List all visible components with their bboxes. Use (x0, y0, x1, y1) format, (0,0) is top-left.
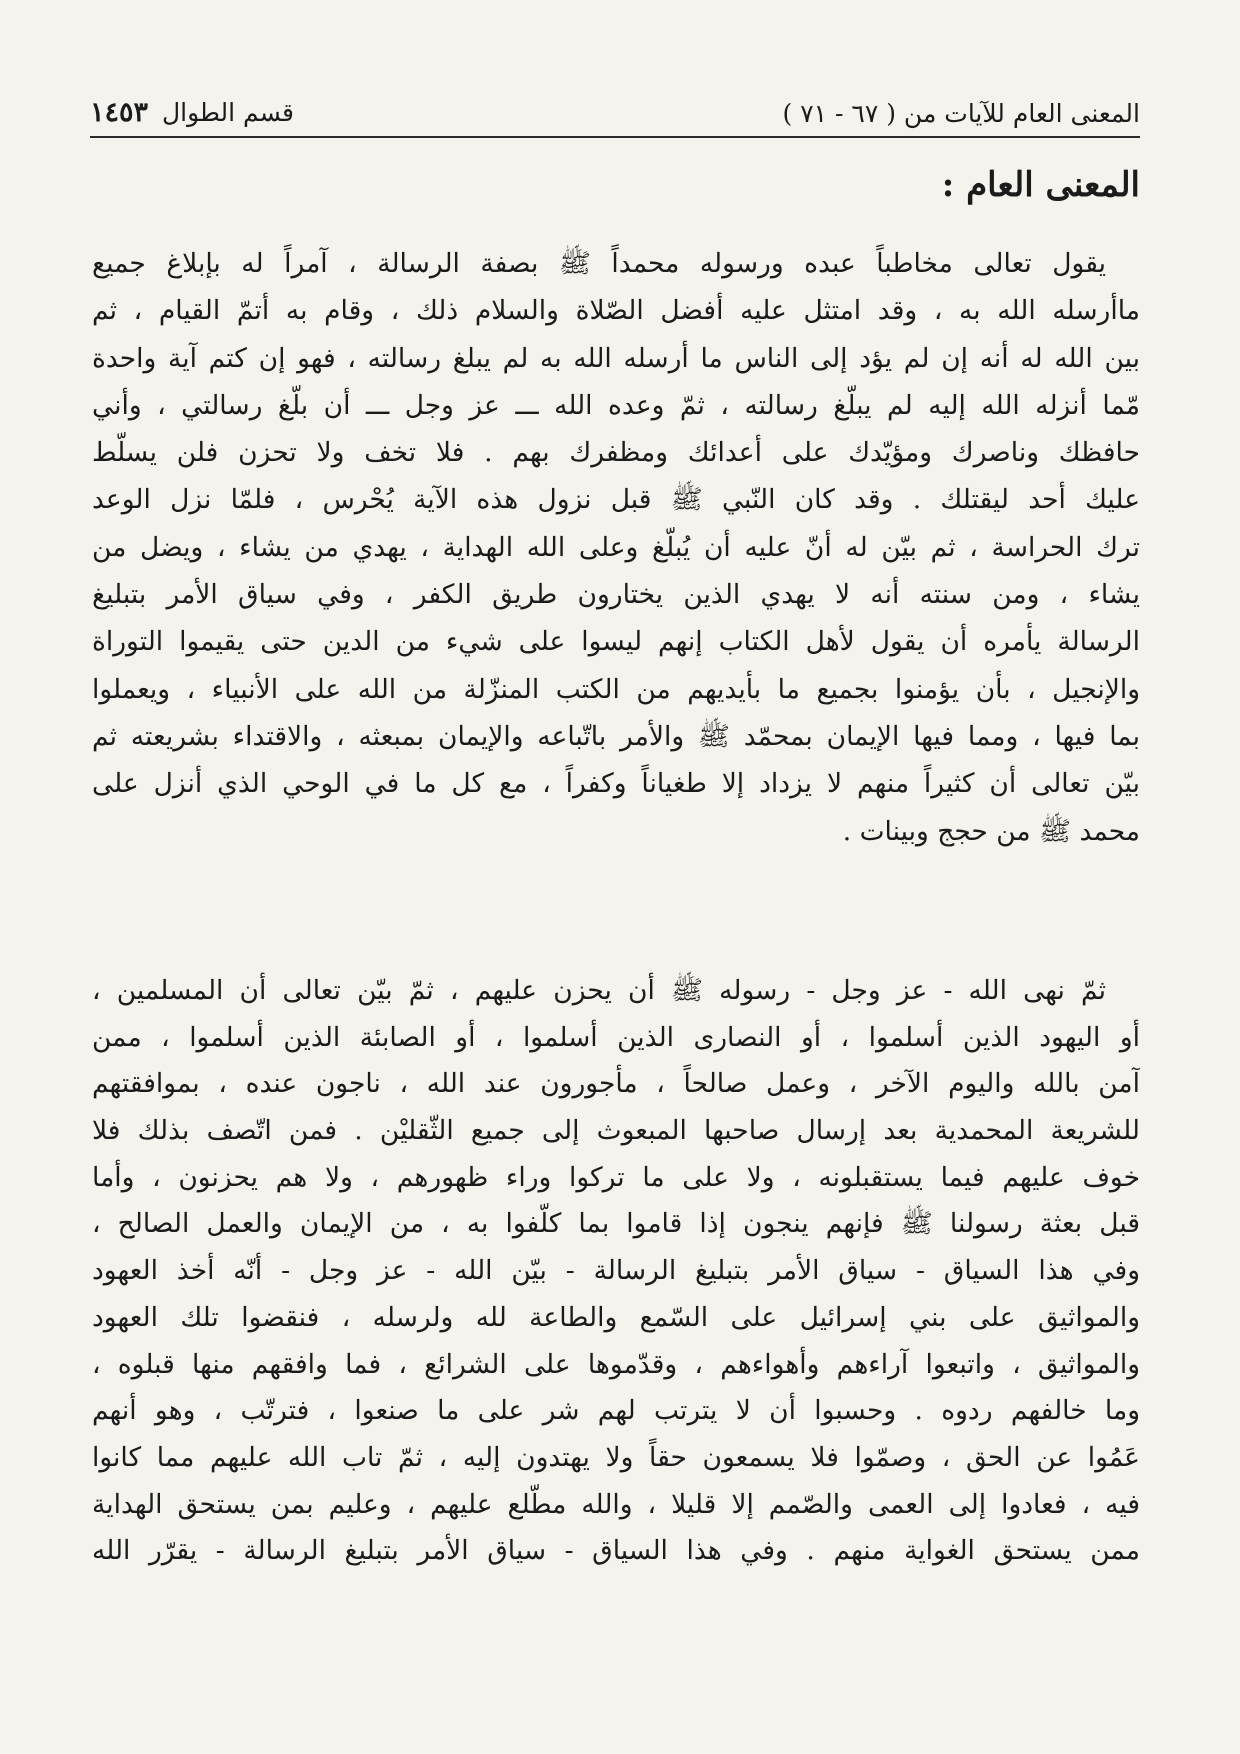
text-line: والمواثيق ، واتبعوا آراءهم وأهواءهم ، وقدّموها على الشرائع ، فما وافقهم منها قبلوه ، (92, 1348, 1140, 1380)
text-line: بيّن تعالى أن كثيراً منهم لا يزداد إلا طغياناً وكفراً ، مع كل ما في الوحي الذي أنزل على (92, 768, 1140, 800)
paragraph-2 (92, 968, 1140, 1575)
text-line: فيه ، فعادوا إلى العمى والصّمم إلا قليلا ، والله مطّلع عليهم ، وعليم بمن يستحق الهداية (92, 1488, 1140, 1520)
text-line: حافظك وناصرك ومؤيّدك على أعدائك ومظفرك بهم . فلا تخف ولا تحزن فلن يسلّط (92, 437, 1140, 469)
text-line: آمن بالله واليوم الآخر ، وعمل صالحاً ، مأجورون عند الله ، ناجون عنده ، بموافقتهم (92, 1068, 1140, 1100)
running-head-section-group (90, 97, 294, 128)
text-line: بما فيها ، ومما فيها الإيمان بمحمّد ﷺ والأمر باتّباعه والإيمان بمبعثه ، والاقتداء بشريعته ثم (92, 720, 1140, 752)
text-line: عليك أحد ليقتلك . وقد كان النّبي ﷺ قبل نزول هذه الآية يُحْرس ، فلمّا نزل الوعد (92, 484, 1140, 516)
text-line: للشريعة المحمدية بعد إرسال صاحبها المبعوث إلى جميع الثّقليْن . فمن اتّصف بذلك فلا (92, 1115, 1140, 1147)
text-line: ممن يستحق الغواية منهم . وفي هذا السياق - سياق الأمر بتبليغ الرسالة - يقرّر الله (92, 1535, 1140, 1567)
page-number: ١٤٥٣ (90, 97, 149, 128)
text-line: وفي هذا السياق - سياق الأمر بتبليغ الرسالة - بيّن الله - عز وجل - أنّه أخذ العهود (92, 1255, 1140, 1287)
text-line: أو اليهود الذين أسلموا ، أو النصارى الذين أسلموا ، أو الصابئة الذين أسلموا ، ممن (92, 1021, 1140, 1053)
text-line: خوف عليهم فيما يستقبلونه ، ولا على ما تركوا وراء ظهورهم ، ولا هم يحزنون ، وأما (92, 1161, 1140, 1193)
text-line: وما خالفهم ردوه . وحسبوا أن لا يترتب لهم شر على ما صنعوا ، فترتّب ، وهو أنهم (92, 1395, 1140, 1427)
text-line: مّما أنزله الله إليه لم يبلّغ رسالته ، ثمّ وعده الله ـــ عز وجل ـــ أن بلّغ رسالتي ، وأني (92, 389, 1140, 421)
text-line: عَمُوا عن الحق ، وصمّوا فلا يسمعون حقاً ولا يهتدون إليه ، ثمّ تاب الله عليهم مما كانوا (92, 1441, 1140, 1473)
text-line: بين الله له أنه إن لم يؤد إلى الناس ما أرسله الله به لم يبلغ رسالته ، فهو إن كتم آية واحدة (92, 342, 1140, 374)
text-line: والإنجيل ، بأن يؤمنوا بجميع ما بأيديهم من الكتب المنزّلة من الله على الأنبياء ، ويعملوا (92, 673, 1140, 705)
section-heading: المعنى العام : (941, 165, 1140, 205)
running-head-section: قسم الطوال (162, 98, 294, 127)
text-line: قبل بعثة رسولنا ﷺ فإنهم ينجون إذا قاموا بما كلّفوا به ، من الإيمان والعمل الصالح ، (92, 1208, 1140, 1240)
text-line: والمواثيق على بني إسرائيل على السّمع والطاعة لله ولرسله ، فنقضوا تلك العهود (92, 1301, 1140, 1333)
running-head-title: المعنى العام للآيات من ( ٦٧ - ٧١ ) (782, 99, 1140, 128)
text-line: يشاء ، ومن سنته أنه لا يهدي الذين يختارون طريق الكفر ، وفي سياق الأمر بتبليغ (92, 579, 1140, 611)
paragraph-1 (92, 240, 1140, 855)
text-line: ترك الحراسة ، ثم بيّن له أنّ عليه أن يُبلّغ وعلى الله الهداية ، يهدي من يشاء ، ويضل من (92, 531, 1140, 563)
text-line: يقول تعالى مخاطباً عبده ورسوله محمداً ﷺ بصفة الرسالة ، آمراً له بإبلاغ جميع (92, 248, 1106, 279)
text-line: ماأرسله الله به ، وقد امتثل عليه أفضل الصّلاة والسلام ذلك ، وقام به أتمّ القيام ، ثم (92, 295, 1140, 327)
text-line: ثمّ نهى الله - عز وجل - رسوله ﷺ أن يحزن عليهم ، ثمّ بيّن تعالى أن المسلمين ، (92, 975, 1106, 1006)
running-head (90, 88, 1140, 138)
text-line: الرسالة يأمره أن يقول لأهل الكتاب إنهم ليسوا على شيء من الدين حتى يقيموا التوراة (92, 626, 1140, 658)
text-line: محمد ﷺ من حجج وبينات . (842, 815, 1140, 847)
